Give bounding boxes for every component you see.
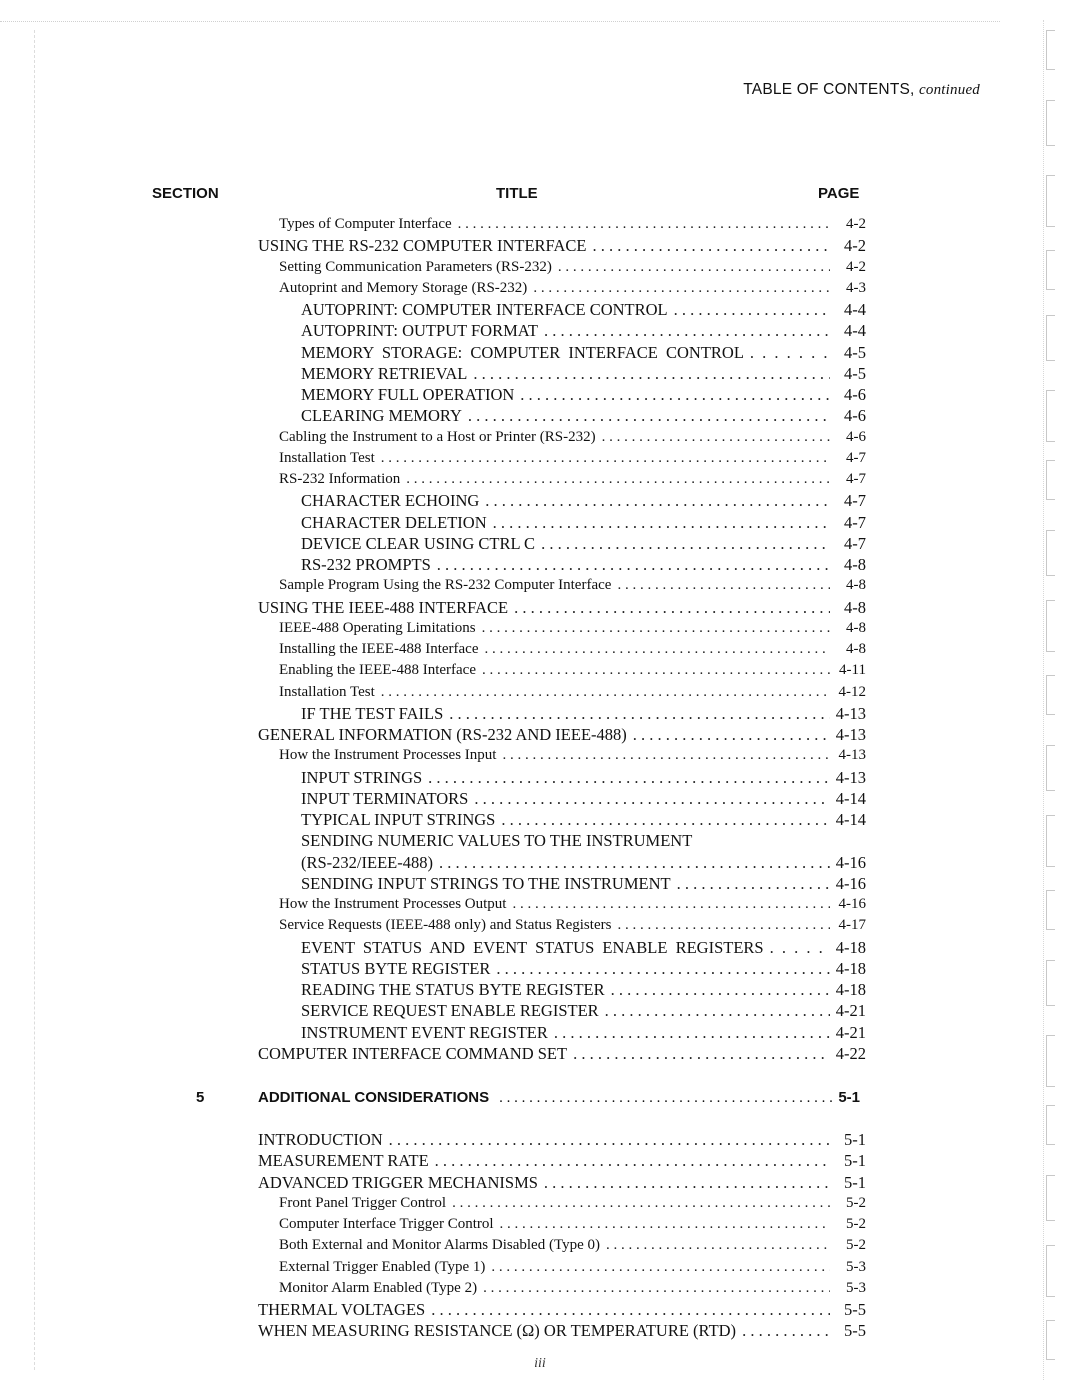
- toc-entry-title: INPUT STRINGS: [301, 767, 423, 787]
- leader-dots: [477, 1278, 830, 1299]
- toc-entry-title: ADVANCED TRIGGER MECHANISMS: [258, 1172, 538, 1192]
- toc-entry-page: 5-3: [846, 1258, 866, 1275]
- leader-dots: [425, 1299, 830, 1320]
- toc-entry-page: 4-16: [835, 873, 866, 893]
- toc-entry-page: 4-2: [846, 258, 866, 275]
- toc-entry-title: IEEE-488 Operating Limitations: [279, 619, 476, 636]
- column-header-section: SECTION: [152, 185, 219, 202]
- toc-entry-title: AUTOPRINT: COMPUTER INTERFACE CONTROL: [301, 300, 668, 319]
- leader-dots: [494, 1214, 830, 1235]
- toc-entry-title: CLEARING MEMORY: [301, 406, 462, 426]
- column-header-title: TITLE: [496, 185, 538, 202]
- toc-entry-page: 4-18: [835, 958, 866, 978]
- toc-entry-page: 4-13: [838, 747, 866, 764]
- toc-entry-title: Installation Test: [279, 449, 375, 466]
- toc-entry-page: 4-8: [846, 619, 866, 636]
- column-header-page: PAGE: [818, 185, 860, 202]
- toc-entry-title: TYPICAL INPUT STRINGS: [301, 810, 496, 829]
- toc-entry-page: 4-13: [835, 725, 866, 744]
- toc-entry-page: 4-3: [846, 279, 866, 296]
- toc-entry-page: 4-7: [844, 512, 866, 532]
- page-folio: iii: [534, 1356, 546, 1371]
- toc-entry-title: Sample Program Using the RS-232 Computer Interface: [279, 577, 612, 594]
- leader-dots: [383, 1129, 830, 1150]
- toc-entry-page: 5-2: [846, 1216, 866, 1232]
- toc-entry-title: SENDING NUMERIC VALUES TO THE INSTRUMENT: [301, 831, 693, 851]
- toc-entry-title: Computer Interface Trigger Control: [279, 1216, 494, 1232]
- toc-entry-title: INPUT TERMINATORS: [301, 788, 469, 808]
- toc-entry-title: GENERAL INFORMATION (RS-232 AND IEEE-488): [258, 725, 627, 744]
- toc-entry-title: EVENT STATUS AND EVENT STATUS ENABLE REGISTERS: [301, 937, 764, 957]
- toc-entry-page: 4-8: [846, 577, 866, 594]
- chapter-page: 5-1: [838, 1089, 860, 1106]
- toc-entry-page: 4-14: [835, 788, 866, 808]
- toc-entry-title: MEMORY FULL OPERATION: [301, 385, 515, 404]
- toc-entry-title: USING THE IEEE-488 INTERFACE: [258, 597, 509, 617]
- toc-entry-title: MEASUREMENT RATE: [258, 1151, 429, 1171]
- toc-entry-page: 4-7: [844, 491, 866, 511]
- toc-entry-page: 4-7: [846, 471, 866, 487]
- toc-entry-title: Service Requests (IEEE-488 only) and Status Registers: [279, 917, 612, 934]
- toc-entry-page: 4-7: [844, 533, 866, 553]
- toc-entry-page: 4-16: [838, 896, 866, 912]
- toc-entry-page: 4-6: [846, 428, 866, 445]
- toc-entry-page: 5-5: [844, 1321, 866, 1341]
- leader-dots: [600, 1235, 830, 1256]
- toc-entry[interactable]: [279, 1193, 866, 1214]
- toc-entry-page: 4-8: [844, 555, 866, 574]
- toc-entry-title: RS-232 PROMPTS: [301, 555, 431, 574]
- toc-entry-title: Types of Computer Interface: [279, 216, 452, 232]
- toc-entry-page: 5-2: [846, 1194, 866, 1211]
- toc-entry-page: 4-2: [844, 236, 866, 256]
- toc-entry[interactable]: [258, 1299, 866, 1320]
- toc-entry-title: THERMAL VOLTAGES: [258, 1300, 426, 1319]
- toc-entry-title: INTRODUCTION: [258, 1130, 383, 1149]
- toc-entry-title: AUTOPRINT: OUTPUT FORMAT: [301, 321, 538, 341]
- toc-entry-page: 5-1: [844, 1172, 866, 1192]
- toc-entry[interactable]: [279, 1278, 866, 1299]
- toc-entry-title: STATUS BYTE REGISTER: [301, 958, 491, 978]
- toc-entry-title: MEMORY STORAGE: COMPUTER INTERFACE CONTROL: [301, 342, 744, 362]
- toc-entry-page: 4-12: [838, 683, 866, 700]
- toc-entry-page: 5-2: [846, 1237, 866, 1254]
- toc-entry-title: Front Panel Trigger Control: [279, 1194, 447, 1211]
- toc-entry-title: RS-232 Information: [279, 471, 401, 487]
- chapter-number: 5: [196, 1089, 205, 1106]
- toc-entry-page: 4-5: [844, 363, 866, 383]
- toc-entry-title: MEMORY RETRIEVAL: [301, 363, 468, 383]
- toc-entry-title: WHEN MEASURING RESISTANCE (Ω) OR TEMPERATURE (RTD): [258, 1321, 737, 1341]
- toc-entry-title: SERVICE REQUEST ENABLE REGISTER: [301, 1001, 599, 1021]
- toc-entry-page: 4-2: [846, 216, 866, 232]
- toc-entry[interactable]: [258, 1129, 866, 1150]
- leader-dots: [446, 1193, 830, 1214]
- toc-entry-page: 4-6: [844, 385, 866, 404]
- toc-entry-page: 4-13: [835, 703, 866, 723]
- toc-entry[interactable]: [258, 1150, 866, 1171]
- toc-entry-title: Monitor Alarm Enabled (Type 2): [279, 1279, 478, 1296]
- toc-entry-title: USING THE RS-232 COMPUTER INTERFACE: [258, 236, 587, 256]
- toc-entry[interactable]: [279, 1214, 866, 1235]
- running-head-title: TABLE OF CONTENTS,: [743, 81, 915, 98]
- toc-entry-page: 4-21: [835, 1022, 866, 1042]
- toc-entry-title: Setting Communication Parameters (RS-232): [279, 258, 552, 275]
- toc-entry-title: COMPUTER INTERFACE COMMAND SET: [258, 1043, 568, 1063]
- toc-entry-title: INSTRUMENT EVENT REGISTER: [301, 1022, 548, 1042]
- toc-entry-page: 4-6: [844, 406, 866, 426]
- toc-entry-page: 4-4: [844, 321, 866, 341]
- toc-entry-page: 4-11: [839, 662, 866, 679]
- toc-entry-title: Cabling the Instrument to a Host or Printer (RS-232): [279, 428, 596, 445]
- toc-entry-title: IF THE TEST FAILS: [301, 703, 444, 723]
- leader-dots: [538, 1172, 830, 1193]
- toc-entry-page: 4-18: [835, 937, 866, 957]
- toc-entry-title: CHARACTER DELETION: [301, 512, 487, 532]
- toc-entry[interactable]: [279, 1257, 866, 1278]
- toc-entry-page: 4-8: [846, 641, 866, 657]
- toc-entry-page: 4-16: [835, 852, 866, 872]
- leader-dots: [429, 1150, 830, 1171]
- toc-entry-title: Autoprint and Memory Storage (RS-232): [279, 279, 528, 296]
- toc-entry-page: 4-7: [846, 449, 866, 466]
- toc-entry-title: (RS-232/IEEE-488): [301, 852, 433, 872]
- toc-entry-page: 4-4: [844, 300, 866, 319]
- toc-entry-page: 5-1: [844, 1151, 866, 1171]
- toc-entry-page: 4-17: [838, 917, 866, 934]
- toc-entry-title: External Trigger Enabled (Type 1): [279, 1258, 486, 1275]
- toc-entry-page: 4-8: [844, 597, 866, 617]
- toc-entry-title: Installing the IEEE-488 Interface: [279, 641, 479, 657]
- toc-entry-title: CHARACTER ECHOING: [301, 491, 480, 511]
- toc-entry-page: 4-22: [835, 1043, 866, 1063]
- toc-entry-title: How the Instrument Processes Output: [279, 896, 507, 912]
- toc-entry-page: 5-3: [846, 1279, 866, 1296]
- toc-entry[interactable]: [258, 1172, 866, 1193]
- toc-entry-title: DEVICE CLEAR USING CTRL C: [301, 533, 536, 553]
- toc-entry-page: 4-5: [844, 342, 866, 362]
- toc-entry-title: How the Instrument Processes Input: [279, 747, 497, 764]
- toc-entry-page: 4-18: [835, 980, 866, 999]
- toc-entry-title: Enabling the IEEE-488 Interface: [279, 662, 476, 679]
- toc-entry-title: Installation Test: [279, 683, 375, 700]
- chapter-title: ADDITIONAL CONSIDERATIONS: [258, 1089, 490, 1106]
- toc-entry-title: READING THE STATUS BYTE REGISTER: [301, 980, 605, 999]
- toc-entry-page: 4-14: [835, 810, 866, 829]
- toc-entry-title: Both External and Monitor Alarms Disabled (Type 0): [279, 1237, 600, 1254]
- toc-entry-title: SENDING INPUT STRINGS TO THE INSTRUMENT: [301, 873, 671, 893]
- leader-dots: [736, 1320, 830, 1341]
- toc-entry-page: 4-13: [835, 767, 866, 787]
- toc-entry[interactable]: [258, 1320, 866, 1341]
- toc-entry-page: 4-21: [835, 1001, 866, 1021]
- running-head-continued: continued: [919, 82, 980, 98]
- toc-entry[interactable]: [279, 1235, 866, 1256]
- toc-entry-page: 5-1: [844, 1130, 866, 1149]
- toc-entry-page: 5-5: [844, 1300, 866, 1319]
- leader-dots: [485, 1257, 830, 1278]
